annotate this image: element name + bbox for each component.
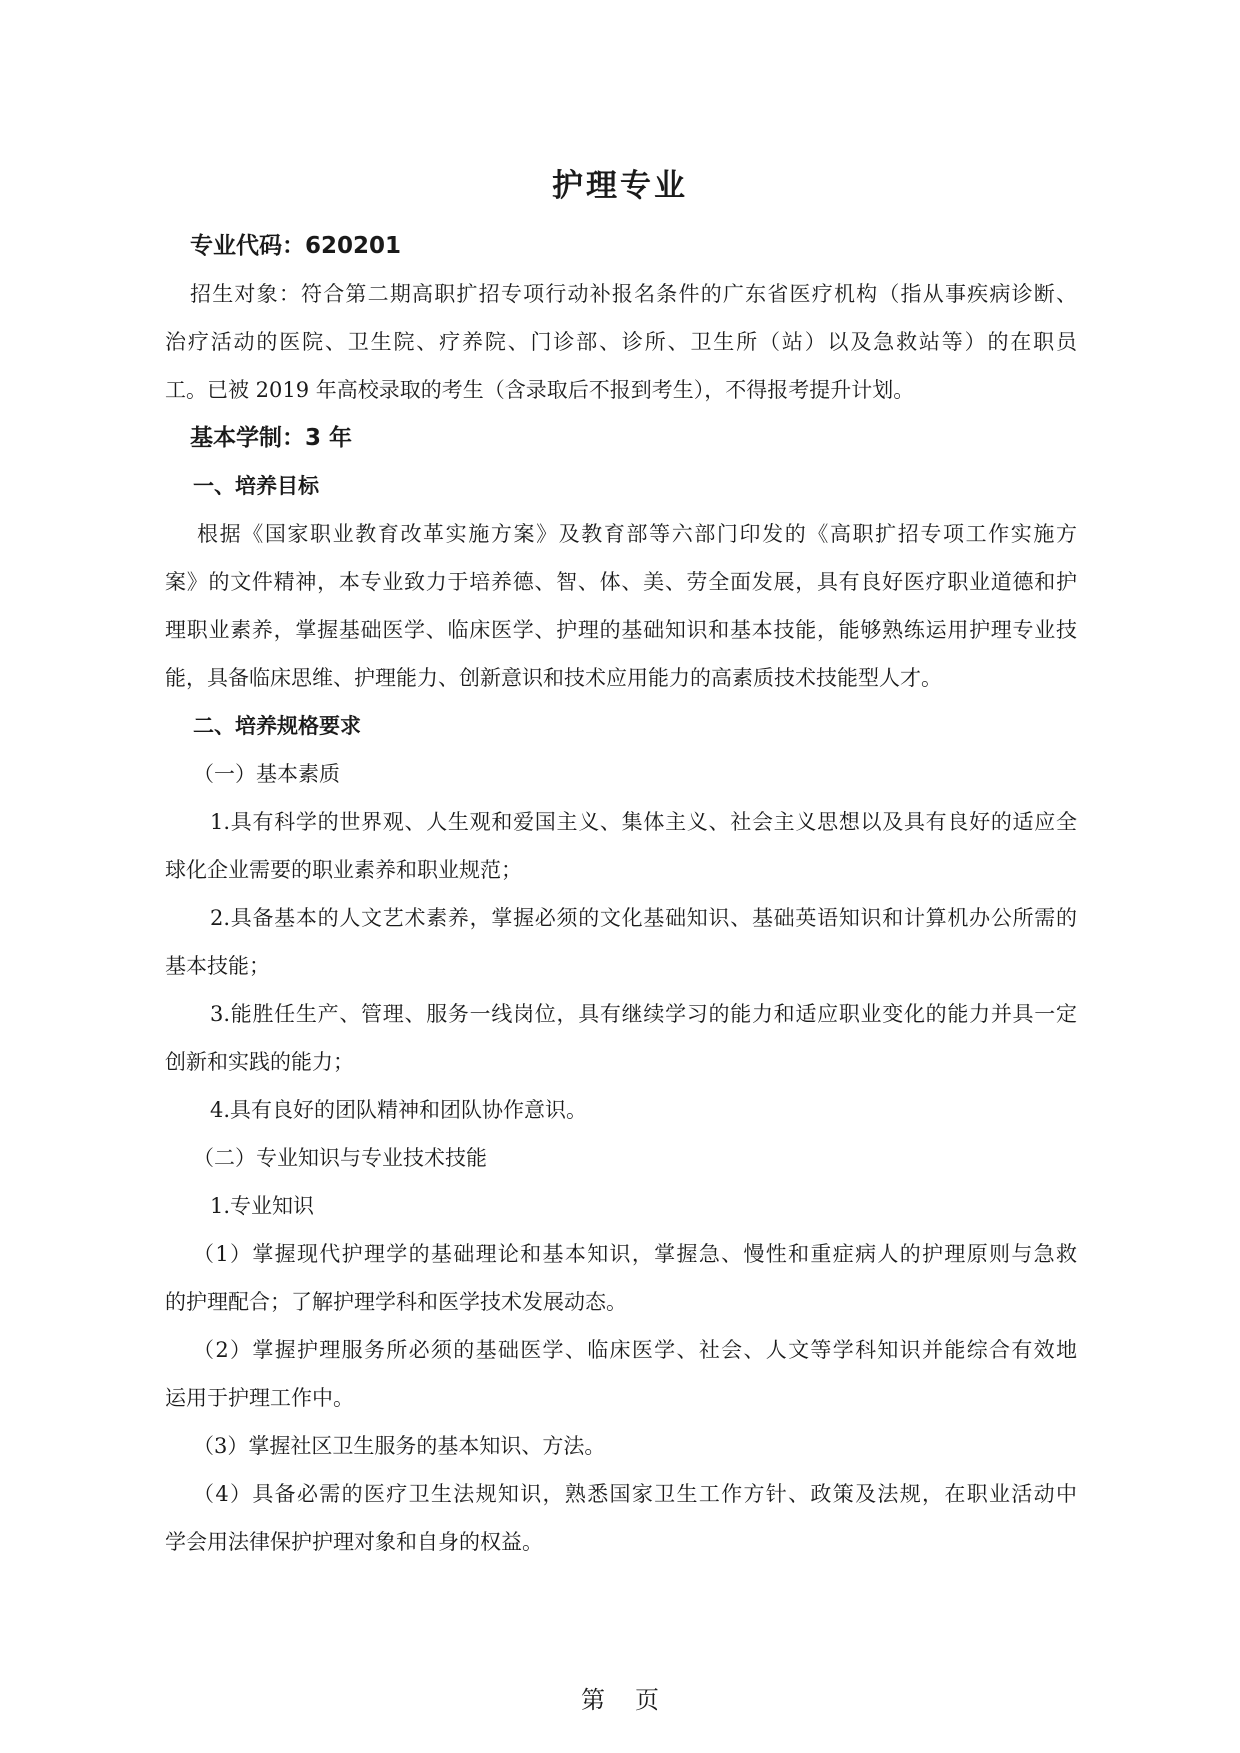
sub2-item-2-line-1 [165, 1326, 1077, 1374]
duration [165, 414, 1077, 462]
enrollment-line-1 [165, 270, 1077, 318]
sub1-item-1-line-2 [165, 846, 1077, 894]
section1-text-3: 理职业素养，掌握基础医学、临床医学、护理的基础知识和基本技能，能够熟练运用护理专业技 [165, 618, 1077, 642]
enrollment-text-2: 治疗活动的医院、卫生院、疗养院、门诊部、诊所、卫生所（站）以及急救站等）的在职员 [165, 330, 1077, 354]
sub2-heading [165, 1134, 1077, 1182]
sub1-heading-text: （一）基本素质 [193, 762, 340, 786]
sub2-item-3-text-1: （3）掌握社区卫生服务的基本知识、方法。 [193, 1434, 606, 1458]
enrollment-line-3 [165, 366, 1077, 414]
document-body [165, 222, 1077, 1566]
sub1-item-1-text-2: 球化企业需要的职业素养和职业规范； [165, 858, 522, 882]
sub2-item-3-line-1 [165, 1422, 1077, 1470]
footer-left-text: 第 [581, 1686, 605, 1714]
section1-line-1 [165, 510, 1077, 558]
sub1-item-3-line-1 [165, 990, 1077, 1038]
sub2-item-4-text-1: （4）具备必需的医疗卫生法规知识，熟悉国家卫生工作方针、政策及法规，在职业活动中 [193, 1482, 1077, 1506]
sub2-item-1-line-2 [165, 1278, 1077, 1326]
enrollment-line-2 [165, 318, 1077, 366]
sub2-item-4-text-2: 学会用法律保护护理对象和自身的权益。 [165, 1530, 543, 1554]
sub1-item-3-line-2 [165, 1038, 1077, 1086]
sub2-subheading-text: 1.专业知识 [210, 1194, 315, 1218]
section2-heading [165, 702, 1077, 750]
sub2-subheading [165, 1182, 1077, 1230]
enrollment-text-1: 招生对象：符合第二期高职扩招专项行动补报名条件的广东省医疗机构（指从事疾病诊断、 [190, 282, 1077, 306]
section1-text-2: 案》的文件精神，本专业致力于培养德、智、体、美、劳全面发展，具有良好医疗职业道德和护 [165, 570, 1077, 594]
sub1-item-2-line-2 [165, 942, 1077, 990]
sub1-item-4-line-1 [165, 1086, 1077, 1134]
section1-line-2 [165, 558, 1077, 606]
sub2-item-4-line-2 [165, 1518, 1077, 1566]
section2-heading-text: 二、培养规格要求 [193, 714, 361, 738]
section1-heading-text: 一、培养目标 [193, 474, 319, 498]
sub2-item-2-line-2 [165, 1374, 1077, 1422]
sub1-item-2-line-1 [165, 894, 1077, 942]
sub2-item-1-text-1: （1）掌握现代护理学的基础理论和基本知识，掌握急、慢性和重症病人的护理原则与急救 [193, 1242, 1077, 1266]
major-code [165, 222, 1077, 270]
major-code-text: 专业代码：620201 [190, 233, 402, 259]
section1-line-3 [165, 606, 1077, 654]
sub1-item-1-line-1 [165, 798, 1077, 846]
sub2-item-4-line-1 [165, 1470, 1077, 1518]
sub1-heading [165, 750, 1077, 798]
sub1-item-3-text-1: 3.能胜任生产、管理、服务一线岗位，具有继续学习的能力和适应职业变化的能力并具一定 [210, 1002, 1077, 1026]
sub1-item-4-text-1: 4.具有良好的团队精神和团队协作意识。 [210, 1098, 588, 1122]
section1-text-1: 根据《国家职业教育改革实施方案》及教育部等六部门印发的《高职扩招专项工作实施方 [197, 522, 1077, 546]
page-title: 护理专业 [552, 168, 688, 204]
section1-heading [165, 462, 1077, 510]
enrollment-text-3: 工。已被 2019 年高校录取的考生（含录取后不报到考生），不得报考提升计划。 [165, 378, 915, 402]
duration-text: 基本学制：3 年 [190, 425, 353, 451]
sub1-item-2-text-2: 基本技能； [165, 954, 270, 978]
section1-line-4 [165, 654, 1077, 702]
sub2-item-2-text-2: 运用于护理工作中。 [165, 1386, 354, 1410]
section1-text-4: 能，具备临床思维、护理能力、创新意识和技术应用能力的高素质技术技能型人才。 [165, 666, 942, 690]
footer-right-text: 页 [635, 1686, 659, 1714]
sub1-item-2-text-1: 2.具备基本的人文艺术素养，掌握必须的文化基础知识、基础英语知识和计算机办公所需的 [210, 906, 1077, 930]
sub2-item-1-text-2: 的护理配合；了解护理学科和医学技术发展动态。 [165, 1290, 627, 1314]
sub2-heading-text: （二）专业知识与专业技术技能 [193, 1146, 487, 1170]
sub2-item-2-text-1: （2）掌握护理服务所必须的基础医学、临床医学、社会、人文等学科知识并能综合有效地 [193, 1338, 1077, 1362]
sub1-item-1-text-1: 1.具有科学的世界观、人生观和爱国主义、集体主义、社会主义思想以及具有良好的适应全 [210, 810, 1077, 834]
sub2-item-1-line-1 [165, 1230, 1077, 1278]
page-footer [0, 1680, 1240, 1715]
sub1-item-3-text-2: 创新和实践的能力； [165, 1050, 354, 1074]
